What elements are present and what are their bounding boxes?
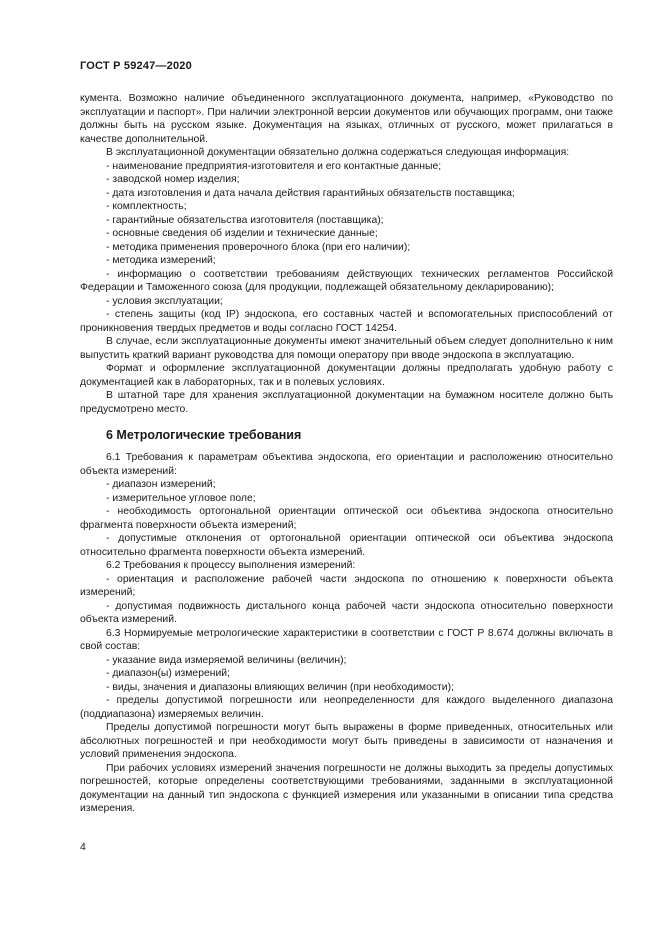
paragraph: В штатной таре для хранения эксплуатационной документации на бумажном носителе должно быть предусмотрено место. — [80, 390, 613, 415]
paragraph: - методика измерений; — [106, 255, 216, 266]
paragraph: - пределы допустимой погрешности или неопределенности для каждого выделенного диапазона (поддиапазона) измеряемых величин. — [80, 695, 613, 720]
paragraph: - наименование предприятия-изготовителя и его контактные данные; — [106, 160, 442, 172]
paragraph: - измерительное угловое поле; — [106, 492, 256, 504]
document-body — [80, 92, 613, 816]
paragraph: - указание вида измеряемой величины (величин); — [106, 654, 347, 666]
paragraph: 6.1 Требования к параметрам объектива эндоскопа, его ориентации и расположению относительно объекта измерений: — [80, 452, 613, 477]
paragraph: - заводской номер изделия; — [106, 174, 240, 185]
paragraph: - диапазон измерений; — [106, 479, 216, 490]
document-header: ГОСТ Р 59247—2020 — [80, 60, 192, 72]
paragraph: - комплектность; — [106, 201, 187, 212]
paragraph: - методика применения проверочного блока (при его наличии); — [106, 241, 411, 253]
paragraph: - информацию о соответствии требованиям действующих технических регламентов Российской Федерации и Таможенного союза (для продукции, подлежащей обязательному декларированию); — [80, 268, 613, 293]
paragraph: - гарантийные обязательства изготовителя (поставщика); — [106, 214, 384, 226]
paragraph: - дата изготовления и дата начала действия гарантийных обязательств поставщика; — [106, 187, 515, 199]
paragraph: При рабочих условиях измерений значения погрешности не должны выходить за пределы допустимых погрешностей, которые определены соответствующими требованиями, заданными в эксплуатационной документации на данный тип эндоскопа с функцией измерения или указанными в описании типа средства измерения. — [80, 762, 613, 814]
paragraph: - диапазон(ы) измерений; — [106, 668, 231, 679]
paragraph: - основные сведения об изделии и технические данные; — [106, 228, 378, 239]
paragraph: - допустимые отклонения от ортогональной ориентации оптической оси объектива эндоскопа относительно фрагмента поверхности объекта измерений. — [80, 533, 613, 558]
paragraph: 6.2 Требования к процессу выполнения измерений: — [106, 560, 356, 571]
paragraph: - допустимая подвижность дистального конца рабочей части эндоскопа относительно поверхности объекта измерений. — [80, 600, 613, 625]
paragraph: кумента. Возможно наличие объединенного эксплуатационного документа, например, «Руководство по эксплуатации и паспорт». При наличии электронной версии документов или обучающих программ, они также должны быть на русском языке. Документация на языках, отличных от русского, может прилагаться в качестве дополнительной. — [80, 93, 613, 145]
section-heading: 6 Метрологические требования — [106, 428, 302, 442]
page-number: 4 — [80, 842, 86, 853]
paragraph: В случае, если эксплуатационные документы имеют значительный объем следует дополнительно к ним выпустить краткий вариант руководства для помощи оператору при вводе эндоскопа в эксплуатацию. — [80, 336, 613, 361]
paragraph: - виды, значения и диапазоны влияющих величин (при необходимости); — [106, 681, 454, 693]
paragraph: 6.3 Нормируемые метрологические характеристики в соответствии с ГОСТ Р 8.674 должны включать в свой состав: — [80, 627, 613, 652]
paragraph: - условия эксплуатации; — [106, 295, 223, 307]
paragraph: - степень защиты (код IP) эндоскопа, его составных частей и вспомогательных приспособлений от проникновения твердых предметов и воды согласно ГОСТ 14254. — [80, 309, 613, 334]
paragraph: - необходимость ортогональной ориентации оптической оси объектива эндоскопа относительно фрагмента поверхности объекта измерений; — [80, 506, 613, 531]
paragraph: В эксплуатационной документации обязательно должна содержаться следующая информация: — [106, 147, 570, 158]
paragraph: Пределы допустимой погрешности могут быть выражены в форме приведенных, относительных или абсолютных погрешностей и при необходимости могут быть приведены в зависимости от назначения и условий применения эндоскопа. — [80, 722, 613, 760]
paragraph: Формат и оформление эксплуатационной документации должны предполагать удобную работу с документацией как в лабораторных, так и в полевых условиях. — [80, 363, 613, 388]
paragraph: - ориентация и расположение рабочей части эндоскопа по отношению к поверхности объекта измерений; — [80, 573, 613, 598]
